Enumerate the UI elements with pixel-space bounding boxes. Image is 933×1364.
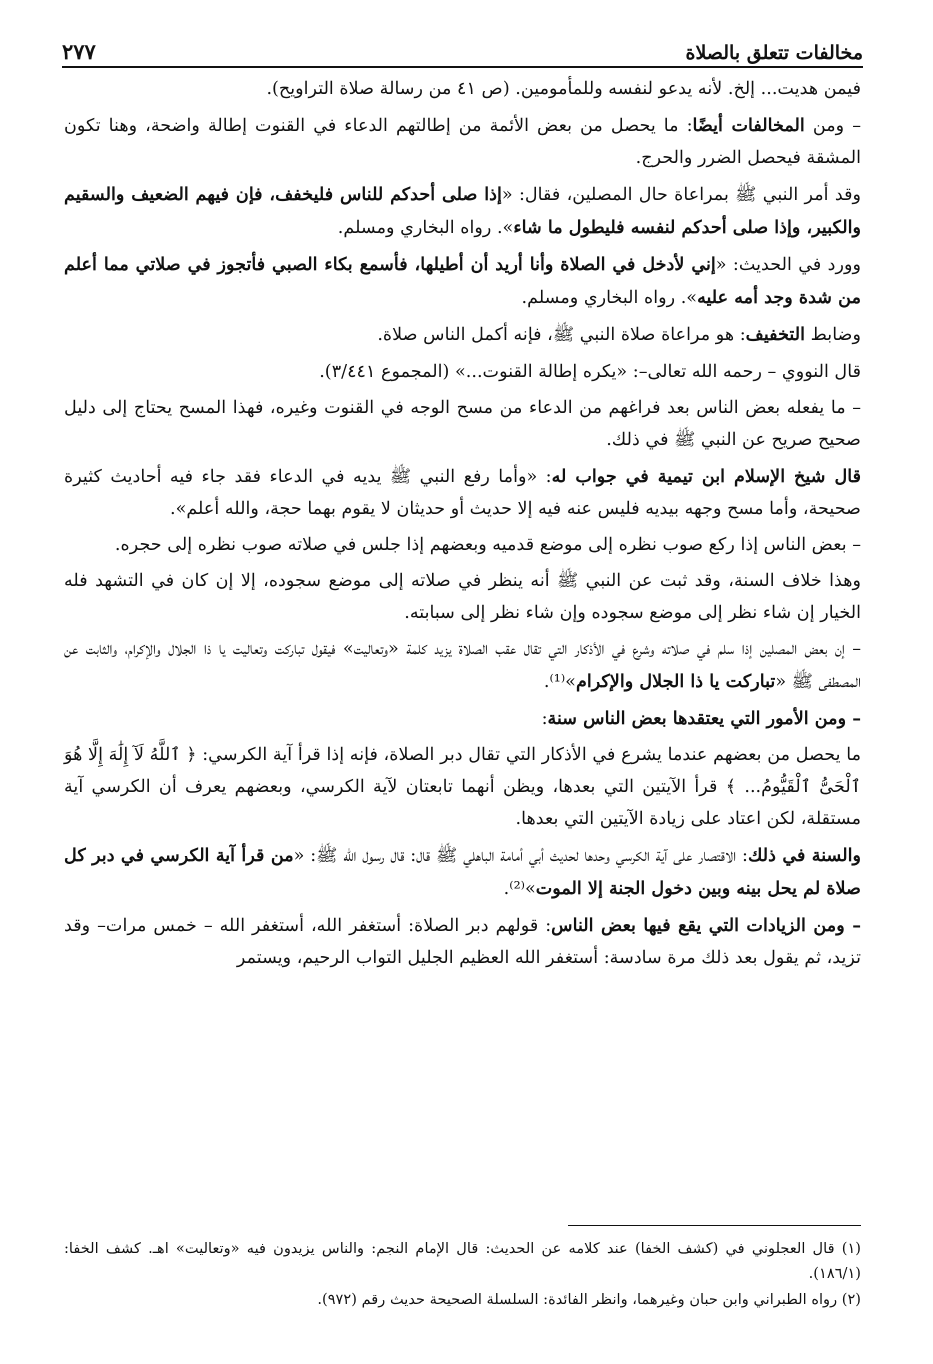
paragraph: – ومن الأمور التي يعتقدها بعض الناس سنة: <box>541 708 861 730</box>
paragraph: قال النووي – رحمه الله تعالى–: «يكره إطالة القنوت...» (المجموع ٣/٤٤١). <box>319 361 861 382</box>
paragraph: فيمن هديت... إلخ. لأنه يدعو لنفسه وللمأمومين. (ص ٤١ من رسالة صلاة التراويح). <box>266 79 861 99</box>
footnote-separator <box>568 1225 861 1226</box>
paragraph: ما يحصل من بعضهم عندما يشرع في الأذكار التي تقال دبر الصلاة، فإنه إذا قرأ آية الكرسي: ﴿ ٱللَّهُ لَآ إِلَٰهَ إِلَّا هُوَ ٱلْحَىُّ ٱلْقَيُّومُ... ﴾ قرأ الآيتين التي بعدها، ويظن أنهما تابعتان لآية الكرسي، وبعضهم يعرف أن الكرسي آية مستقلة، لكن اعتاد على زيادة الآيتين التي بعدها. <box>64 745 861 829</box>
paragraph: والسنة في ذلك: الاقتصار على آية الكرسي وحدها لحديث أبي أمامة الباهلي ﷺ قال: قال رسول الله ﷺ: «من قرأ آية الكرسي في دبر كل صلاة لم يحل بينه وبين دخول الجنة إلا الموت»⁽²⁾. <box>64 845 861 899</box>
page-header <box>62 30 863 64</box>
page-number: ٢٧٧ <box>62 39 96 64</box>
footnote: (١) قال العجلوني في (كشف الخفا) عند كلامه عن الحديث: قال الإمام النجم: والناس يزيدون فيه «وتعاليت» اهـ. كشف الخفا: (١٨٦/١). <box>64 1240 861 1282</box>
running-title: مخالفات تتعلق بالصلاة <box>685 42 863 64</box>
paragraph: وورد في الحديث: «إني لأدخل في الصلاة وأنا أريد أن أطيلها، فأسمع بكاء الصبي فأتجوز في صلاتي مما أعلم من شدة وجد أمه عليه». رواه البخاري ومسلم. <box>64 254 861 308</box>
paragraph: – ومن المخالفات أيضًا: ما يحصل من بعض الأئمة من إطالتهم الدعاء في القنوت إطالة واضحة، وهنا تكون المشقة فيحصل الضرر والحرج. <box>64 115 861 168</box>
body-text <box>64 74 861 979</box>
paragraph: وضابط التخفيف: هو مراعاة صلاة النبي ﷺ، فإنه أكمل الناس صلاة. <box>377 324 861 346</box>
footnotes <box>64 1237 861 1315</box>
paragraph: وقد أمر النبي ﷺ بمراعاة حال المصلين، فقال: «إذا صلى أحدكم للناس فليخفف، فإن فيهم الضعيف والسقيم والكبير، وإذا صلى أحدكم لنفسه فليطول ما شاء». رواه البخاري ومسلم. <box>64 184 861 238</box>
paragraph: – ومن الزيادات التي يقع فيها بعض الناس: قولهم دبر الصلاة: أستغفر الله، أستغفر الله – خمس مرات– وقد تزيد، ثم يقول بعد ذلك مرة سادسة: أستغفر الله العظيم الجليل التواب الرحيم، ويستمر <box>64 915 862 968</box>
paragraph: – إن بعض المصلين إذا سلم في صلاته وشرع في الأذكار التي تقال عقب الصلاة يزيد كلمة «وتعاليت» فيقول تباركت وتعاليت يا ذا الجلال والإكرام، والثابت عن المصطفى ﷺ «تباركت يا ذا الجلال والإكرام»⁽¹⁾. <box>64 639 861 692</box>
paragraph: وهذا خلاف السنة، وقد ثبت عن النبي ﷺ أنه ينظر في صلاته إلى موضع سجوده، إلا إن كان في التشهد فله الخيار إن شاء نظر إلى موضع سجوده وإن شاء نظر إلى سبابته. <box>64 571 861 623</box>
header-rule <box>62 66 863 68</box>
footnote: (٢) رواه الطبراني وابن حبان وغيرهما، وانظر الفائدة: السلسلة الصحيحة حديث رقم (٩٧٢). <box>317 1291 861 1308</box>
paragraph: – ما يفعله بعض الناس بعد فراغهم من الدعاء من مسح الوجه في القنوت وغيره، فهذا المسح يحتاج إلى دليل صحيح صريح عن النبي ﷺ في ذلك. <box>64 397 861 450</box>
paragraph: – بعض الناس إذا ركع صوب نظره إلى موضع قدميه وبعضهم إذا جلس في صلاته صوب نظره إلى حجره. <box>114 534 861 555</box>
paragraph: قال شيخ الإسلام ابن تيمية في جواب له: «وأما رفع النبي ﷺ يديه في الدعاء فقد جاء فيه أحاديث كثيرة صحيحة، وأما مسح وجهه بيديه فليس عنه فيه إلا حديث أو حديثان لا يقوم بهما حجة، والله أعلم». <box>64 465 861 519</box>
